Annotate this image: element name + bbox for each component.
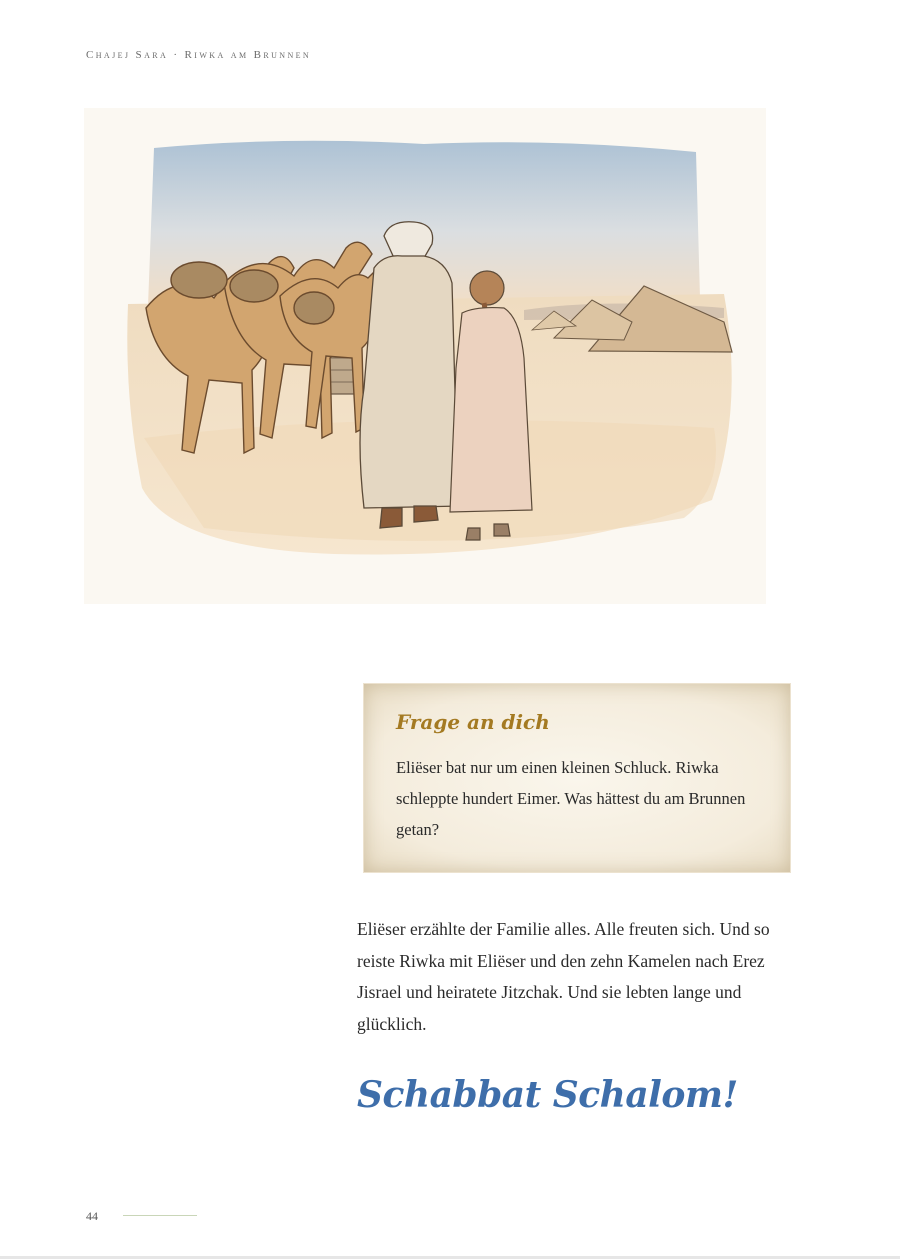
running-header: Chajej Sara · Riwka am Brunnen bbox=[86, 49, 312, 61]
story-paragraph: Eliëser erzählte der Familie alles. Alle freuten sich. Und so reiste Riwka mit Eliëser und den zehn Kamelen nach Erez Jisrael und heiratete Jitzchak. Und sie lebten lange und glücklich. bbox=[357, 919, 770, 1034]
closing-greeting: Schabbat Schalom! bbox=[357, 1074, 738, 1116]
page-number: 44 bbox=[86, 1209, 98, 1223]
reflection-question-box bbox=[363, 683, 791, 873]
watercolor-illustration bbox=[84, 108, 766, 604]
footer-divider bbox=[123, 1215, 197, 1216]
question-title: Frage an dich bbox=[396, 710, 550, 734]
question-text: Eliëser bat nur um einen kleinen Schluck. Riwka schleppte hundert Eimer. Was hättest du am Brunnen getan? bbox=[396, 758, 746, 839]
